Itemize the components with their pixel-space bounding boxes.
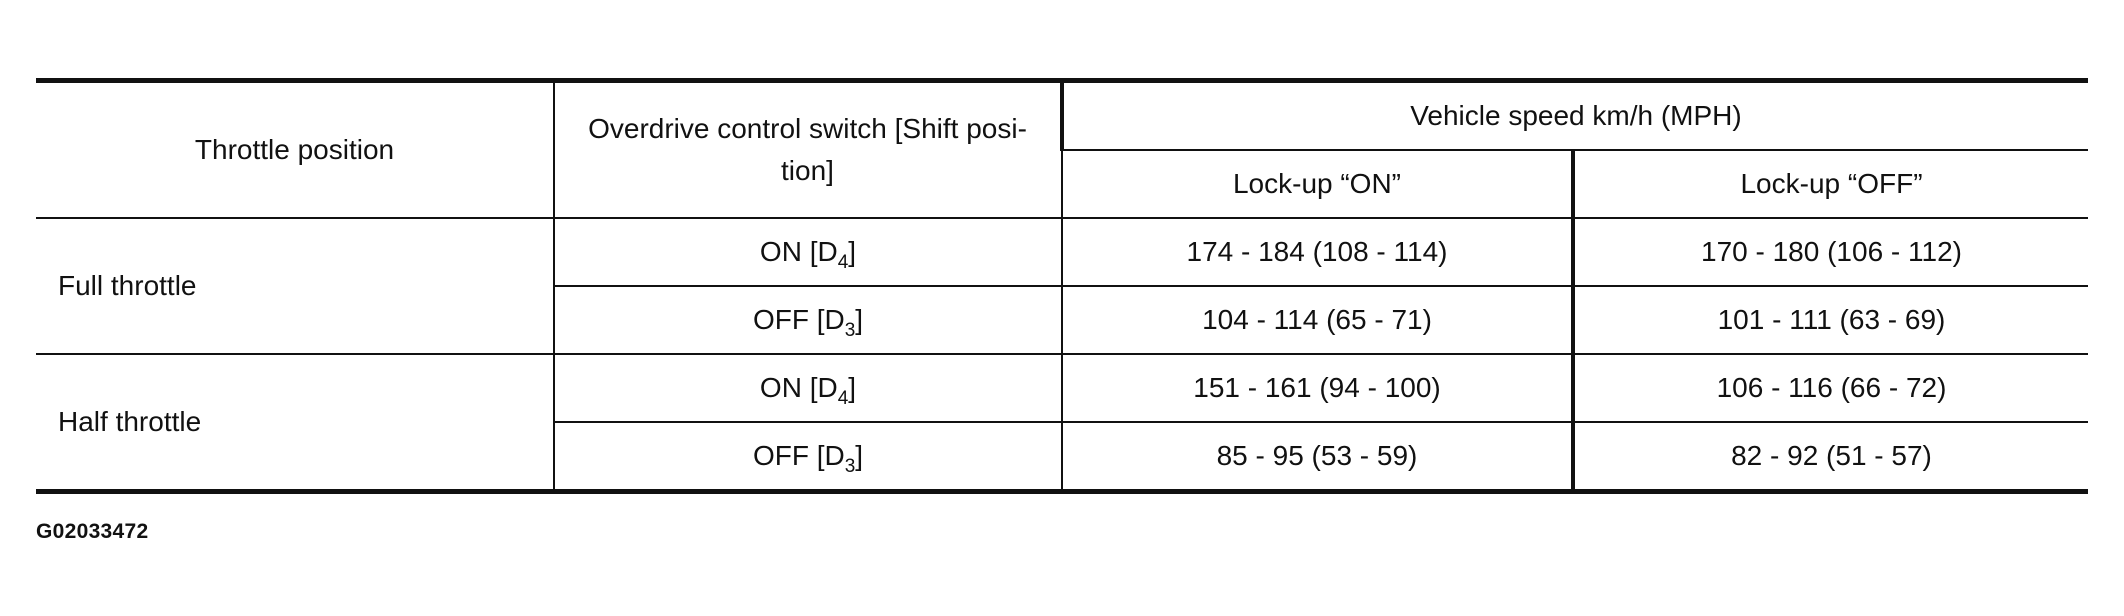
throttle-cell: Half throttle (36, 354, 554, 492)
header-lockup-on: Lock-up “ON” (1062, 150, 1573, 218)
table-header-row (36, 81, 2088, 151)
lockup-on-cell: 85 - 95 (53 - 59) (1062, 422, 1573, 492)
gear-subscript: 3 (844, 320, 856, 341)
switch-label-end: ] (848, 236, 857, 267)
switch-label: OFF [D (752, 304, 845, 335)
switch-label-end: ] (848, 372, 857, 403)
switch-cell (554, 422, 1062, 492)
lockup-speed-table (36, 78, 2088, 494)
header-overdrive-switch: Overdrive control switch [Shift posi-tion] (554, 81, 1062, 219)
lockup-off-cell: 101 - 111 (63 - 69) (1573, 286, 2088, 354)
switch-label: OFF [D (752, 440, 845, 471)
switch-label: ON [D (759, 372, 838, 403)
figure-id: G02033472 (36, 520, 149, 543)
header-lockup-off: Lock-up “OFF” (1573, 150, 2088, 218)
switch-cell (554, 286, 1062, 354)
switch-label-end: ] (855, 304, 864, 335)
switch-cell (554, 218, 1062, 286)
lockup-on-cell: 174 - 184 (108 - 114) (1062, 218, 1573, 286)
header-throttle-position: Throttle position (36, 81, 554, 219)
lockup-on-cell: 104 - 114 (65 - 71) (1062, 286, 1573, 354)
header-vehicle-speed: Vehicle speed km/h (MPH) (1062, 81, 2088, 151)
switch-label: ON [D (759, 236, 838, 267)
gear-subscript: 4 (837, 388, 849, 409)
switch-cell (554, 354, 1062, 422)
gear-subscript: 3 (844, 456, 856, 477)
lockup-off-cell: 170 - 180 (106 - 112) (1573, 218, 2088, 286)
lockup-on-cell: 151 - 161 (94 - 100) (1062, 354, 1573, 422)
table-row (36, 218, 2088, 286)
gear-subscript: 4 (837, 252, 849, 273)
switch-label-end: ] (855, 440, 864, 471)
table-row (36, 354, 2088, 422)
lockup-off-cell: 106 - 116 (66 - 72) (1573, 354, 2088, 422)
lockup-off-cell: 82 - 92 (51 - 57) (1573, 422, 2088, 492)
throttle-cell: Full throttle (36, 218, 554, 354)
